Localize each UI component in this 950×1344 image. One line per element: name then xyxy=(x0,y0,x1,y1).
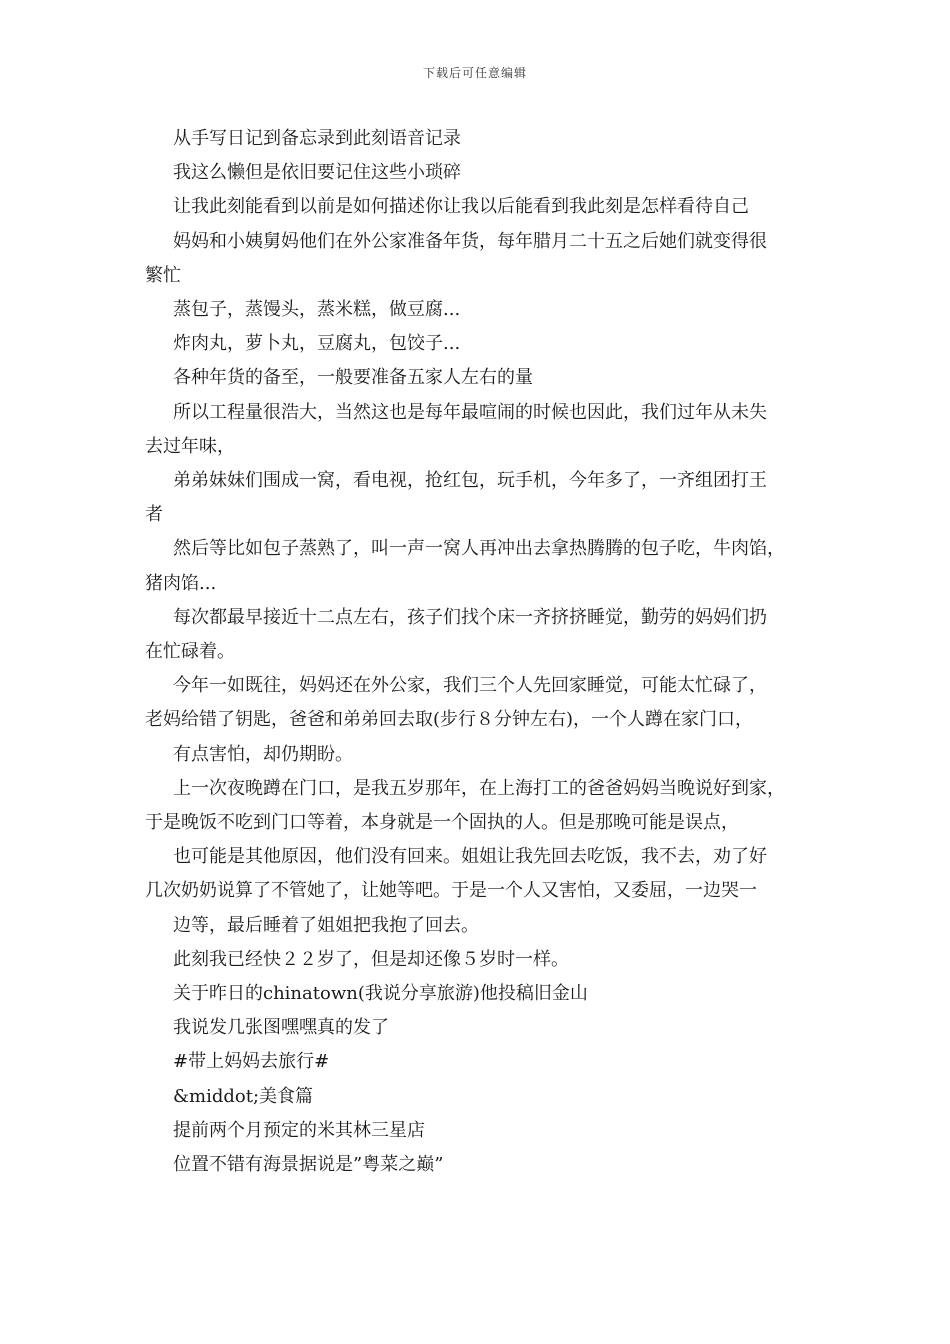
body-line-4: 妈妈和小姨舅妈他们在外公家准备年货，每年腊月二十五之后她们就变得很 xyxy=(173,230,767,252)
body-line-13: 然后等比如包子蒸熟了，叫一声一窝人再冲出去拿热腾腾的包子吃，牛肉馅， xyxy=(173,538,785,560)
body-line-17: 今年一如既往，妈妈还在外公家，我们三个人先回家睡觉，可能太忙碌了， xyxy=(173,675,767,697)
body-line-22: 也可能是其他原因，他们没有回来。姐姐让我先回去吃饭，我不去，劝了好 xyxy=(173,846,767,868)
body-line-19: 有点害怕，却仍期盼。 xyxy=(173,743,353,765)
body-line-6: 蒸包子，蒸馒头，蒸米糕，做豆腐... xyxy=(173,299,461,321)
body-line-12: 者 xyxy=(145,504,163,526)
body-line-7: 炸肉丸，萝卜丸，豆腐丸，包饺子... xyxy=(173,333,461,355)
body-line-30: 提前两个月预定的米其林三星店 xyxy=(173,1119,425,1141)
body-line-31: 位置不错有海景据说是”粤菜之巅” xyxy=(173,1154,444,1176)
body-line-27: 我说发几张图嘿嘿真的发了 xyxy=(173,1017,389,1039)
body-line-11: 弟弟妹妹们围成一窝，看电视，抢红包，玩手机，今年多了，一齐组团打王 xyxy=(173,470,767,492)
body-line-16: 在忙碌着。 xyxy=(145,641,235,663)
body-line-1: 从手写日记到备忘录到此刻语音记录 xyxy=(173,128,461,149)
body-line-24: 边等，最后睡着了姐姐把我抱了回去。 xyxy=(173,914,479,936)
body-line-5: 繁忙 xyxy=(145,264,181,286)
body-line-2: 我这么懒但是依旧要记住这些小琐碎 xyxy=(173,162,461,184)
body-line-20: 上一次夜晚蹲在门口，是我五岁那年，在上海打工的爸爸妈妈当晚说好到家， xyxy=(173,777,785,799)
body-line-10: 去过年味， xyxy=(145,435,235,457)
body-line-23: 几次奶奶说算了不管她了，让她等吧。于是一个人又害怕，又委屈，一边哭一 xyxy=(145,880,757,902)
document-body xyxy=(145,122,830,1182)
body-line-15: 每次都最早接近十二点左右，孩子们找个床一齐挤挤睡觉，勤劳的妈妈们扔 xyxy=(173,606,767,628)
body-line-21: 于是晚饭不吃到门口等着，本身就是一个固执的人。但是那晚可能是误点， xyxy=(145,812,739,834)
body-line-3: 让我此刻能看到以前是如何描述你让我以后能看到我此刻是怎样看待自己 xyxy=(173,196,749,218)
body-line-14: 猪肉馅... xyxy=(145,572,217,594)
body-line-9: 所以工程量很浩大，当然这也是每年最喧闹的时候也因此，我们过年从未失 xyxy=(173,401,767,423)
body-line-18: 老妈给错了钥匙，爸爸和弟弟回去取(步行８分钟左右)，一个人蹲在家门口， xyxy=(145,709,754,731)
body-line-29: &middot;美食篇 xyxy=(173,1085,314,1107)
page-header: 下载后可任意编辑 xyxy=(422,66,527,80)
body-line-8: 各种年货的备至，一般要准备五家人左右的量 xyxy=(173,367,533,389)
body-line-25: 此刻我已经快２２岁了，但是却还像５岁时一样。 xyxy=(173,948,569,970)
body-line-26: 关于昨日的chinatown(我说分享旅游)他投稿旧金山 xyxy=(173,983,588,1005)
body-line-28: #带上妈妈去旅行# xyxy=(173,1051,330,1073)
